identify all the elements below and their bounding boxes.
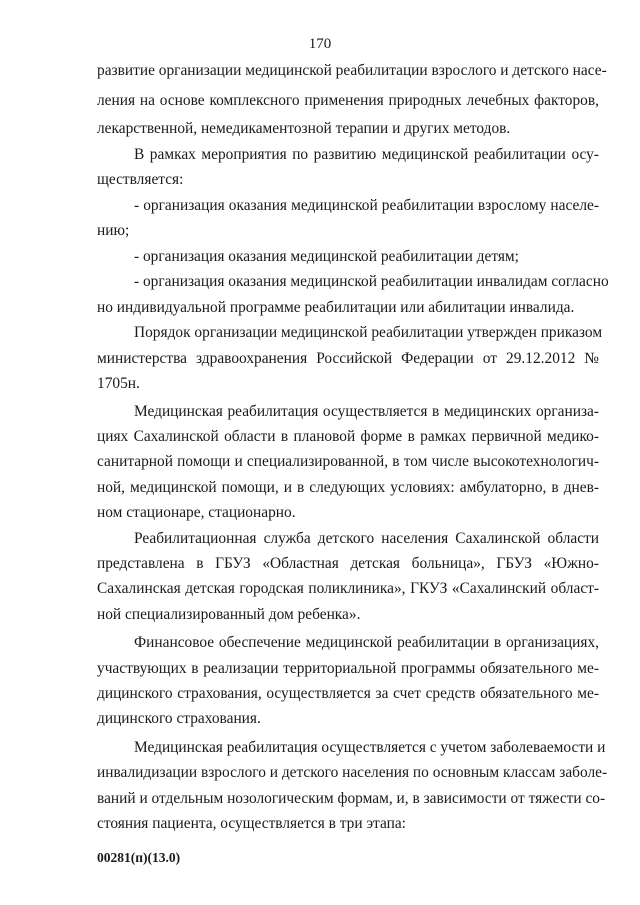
text-line: дицинского страхования, осуществляется за счет средств обязательного ме- [97,685,599,702]
text-line: санитарной помощи и специализированной, в том числе высокотехнологич- [97,453,599,470]
text-line: нию; [97,222,130,239]
text-line: 1705н. [97,375,140,392]
text-line: Медицинская реабилитация осуществляется в медицинских организа- [134,403,599,420]
text-line: циях Сахалинской области в плановой форме в рамках первичной медико- [97,428,599,445]
document-code: 00281(п)(13.0) [97,850,181,865]
text-line: В рамках мероприятия по развитию медицинской реабилитации осу- [134,146,599,163]
text-line: - организация оказания медицинской реабилитации взрослому населе- [134,197,599,214]
text-line: Сахалинская детская городская поликлиника», ГКУЗ «Сахалинский област- [97,580,599,597]
text-line: ной, медицинской помощи, и в следующих условиях: амбулаторно, в днев- [97,479,599,496]
text-line: ваний и отдельным нозологическим формам, и, в зависимости от тяжести со- [97,790,606,807]
text-line: инвалидизации взрослого и детского населения по основным классам заболе- [97,764,608,781]
text-line: ления на основе комплексного применения природных лечебных факторов, [97,92,599,109]
text-line: - организация оказания медицинской реабилитации детям; [134,248,519,265]
text-line: Реабилитационная служба детского населения Сахалинской области [134,530,599,547]
text-line: ществляется: [97,171,184,188]
text-line: Порядок организации медицинской реабилитации утвержден приказом [134,324,603,341]
text-line: ном стационаре, стационарно. [97,504,296,521]
text-line: Медицинская реабилитация осуществляется с учетом заболеваемости и [134,739,606,756]
text-line: Финансовое обеспечение медицинской реабилитации в организациях, [134,634,599,651]
text-line: лекарственной, немедикаментозной терапии и других методов. [97,120,511,137]
text-line: развитие организации медицинской реабилитации взрослого и детского насе- [97,62,607,79]
text-line: участвующих в реализации территориальной программы обязательного ме- [97,660,599,677]
text-line: министерства здравоохранения Российской Федерации от 29.12.2012 № [97,350,599,367]
text-line: но индивидуальной программе реабилитации или абилитации инвалида. [97,299,575,316]
page-number: 170 [308,36,332,52]
text-line: дицинского страхования. [97,710,261,727]
text-line: - организация оказания медицинской реабилитации инвалидам согласно [134,273,609,290]
text-line: ной специализированный дом ребенка». [97,606,361,623]
text-line: стояния пациента, осуществляется в три этапа: [97,815,406,832]
text-line: представлена в ГБУЗ «Областная детская больница», ГБУЗ «Южно- [97,555,599,572]
